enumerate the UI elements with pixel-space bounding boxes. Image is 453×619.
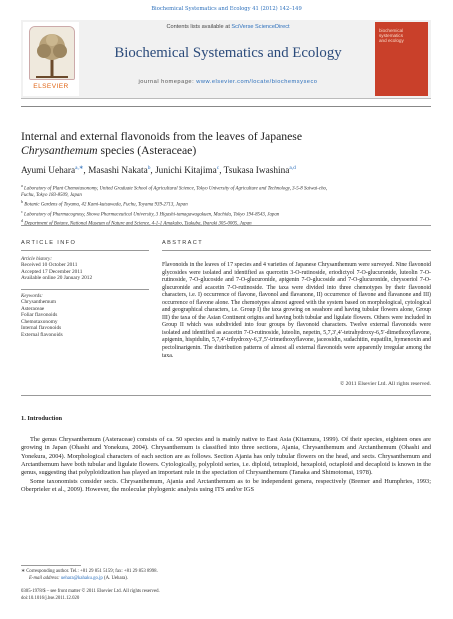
affiliation <box>21 218 431 228</box>
history-accepted: Accepted 17 December 2011 <box>21 268 83 275</box>
affiliation <box>21 209 431 219</box>
body-paragraph: Some taxonomists consider sects. Chrysanthemum, Ajania and Arctanthemum as to be independent genera, respectively (Bremer and Humphries, 1993; Oberprieler et al., 2009). However, the molecular phylogenic analysis using ITS and/or IGS <box>21 477 431 494</box>
article-history <box>21 256 149 282</box>
title-line-2-rest: species (Asteraceae) <box>97 144 197 157</box>
affiliation <box>21 199 431 209</box>
affiliation-sup: d <box>21 218 24 224</box>
email-note <box>21 576 128 582</box>
author-name[interactable]: Ayumi Uehara <box>21 166 76 177</box>
section-divider <box>21 225 431 226</box>
contents-line <box>83 24 373 30</box>
cover-line: systematics <box>379 33 403 39</box>
keywords-label: Keywords: <box>21 293 43 299</box>
title-line-2 <box>21 144 431 158</box>
abstract-copyright: © 2011 Elsevier Ltd. All rights reserved. <box>339 381 431 387</box>
author-affil-sup[interactable]: c <box>216 165 220 171</box>
homepage-link[interactable]: www.elsevier.com/locate/biochemsyseco <box>196 79 318 85</box>
introduction-heading: 1. Introduction <box>21 415 63 422</box>
affiliation <box>21 183 431 193</box>
keyword: Chrysanthemum <box>21 299 57 305</box>
email-suffix: (A. Uehara). <box>102 576 129 581</box>
elsevier-tree-icon <box>29 26 75 80</box>
author-affil-sup[interactable]: a,∗ <box>75 165 84 171</box>
corresponding-note: ∗ Corresponding author. Tel.: +81 29 851 5159; fax: +81 29 853 8998. <box>21 569 158 574</box>
cover-line: and ecology <box>379 38 404 44</box>
article-info-rule <box>21 250 149 251</box>
doi-link[interactable]: doi:10.1016/j.bse.2011.12.020 <box>21 596 80 601</box>
author-list: Ayumi Uehara$^{a,∗}$, Masashi Nakata$^b$, Junichi Kitajima$^c$, Tsukasa Iwashina$^{a,d}$ <box>21 165 296 177</box>
affiliation-text: Laboratory of Pharmacognosy, Showa Pharmaceutical University, 3 Higashi-tamagawagakuen, Machida, Tokyo 194-8543, Japan <box>24 212 280 218</box>
history-label: Article history: <box>21 256 52 262</box>
abstract-rule <box>162 250 431 251</box>
affiliation-text: Fuchu, Tokyo 183-8509, Japan <box>21 192 82 198</box>
keyword: Chemotaxonomy <box>21 318 58 325</box>
contents-prefix: Contents lists available at <box>166 24 232 30</box>
keyword: Internal flavonoids <box>21 325 62 332</box>
affiliations <box>21 183 431 228</box>
publisher-logo[interactable] <box>23 22 79 96</box>
email-link[interactable]: uehara@kahaku.go.jp <box>60 576 103 581</box>
introduction-body <box>21 436 431 495</box>
affiliation-text: Laboratory of Plant Chemotaxonomy, United Graduate School of Agricultural Science, Tokyo University of Agriculture and Technology, 3-5-8 Saiwai-cho, <box>24 186 328 192</box>
journal-homepage <box>83 79 373 85</box>
abstract-bottom-rule <box>21 395 431 396</box>
journal-title[interactable]: Biochemical Systematics and Ecology <box>114 45 342 61</box>
keyword: Foliar flavonoids <box>21 312 58 319</box>
email-label: E-mail address: <box>29 576 61 581</box>
history-online: Available online 20 January 2012 <box>21 275 93 282</box>
keyword: Asteraceae <box>21 305 45 312</box>
journal-cover-image[interactable] <box>375 22 428 96</box>
affiliation-sup: b <box>21 198 24 204</box>
article-info-heading: ARTICLE INFO <box>21 240 77 246</box>
journal-header <box>21 20 431 105</box>
sciencedirect-link[interactable]: SciVerse ScienceDirect <box>231 24 290 30</box>
running-head[interactable]: Biochemical Systematics and Ecology 41 (2012) 142–149 <box>151 6 302 12</box>
author-name[interactable]: Masashi Nakata <box>88 166 148 177</box>
keywords-rule <box>21 289 149 290</box>
title-line-1: Internal and external flavonoids from the leaves of Japanese <box>21 130 303 143</box>
publisher-logo-text: ELSEVIER <box>33 83 69 90</box>
footnote-rule <box>21 565 81 566</box>
author-name[interactable]: Tsukasa Iwashina <box>223 166 290 177</box>
abstract-text: Flavonoids in the leaves of 17 species and 4 varieties of Japanese Chrysanthemum were surveyed. Nine flavonoid glycosides were isolated and identified as quercetin 3-O-rutinoside, eriodictyol 7-O-glucuronide, luteolin 7-O-rutinoside, 7-O-glucoside and 7-O-glucuronide, apigenin 7-O-glucoside and 7-O-glucuronide, chrysoeriol 7-O-glucuronide and acacetin 7-O-rutinoside. The taxa were divided into three chemotypes by their flavonoid characters, i.e. I) occurrence of flavone, flavonol and flavanone, II) occurrence of flavone and flavanone and III) occurrence of flavone alone. The chemotypes almost agreed with the system based on morphological, cytological and geographical characters, i.e. Group I) the taxa growing on seashore and having tubular flowers alone, Group III) the taxa of the Asian Continent origins and having both tubular and ligulate flowers. Others were included in Group II which was subdivided into four groups by flavonoid characters. Twelve external flavonoids were isolated and identified as acacetin 7-O-rutinoside, luteolin, nepetin, 5,7,3′,4′-tetrahydroxy-6,5′-dimethoxyflavone, apigenin, hispidulin, 5,7,4′-trihydroxy-6,3′,5′-trimethoxyflavone, jaceosidin, sudachitin, eupatilin, hymenoxin and pectolinarigenin. The distribution patterns of almost all external flavonoids were apparently irregular among the taxa. <box>162 262 431 359</box>
history-received: Received 10 October 2011 <box>21 262 78 268</box>
affiliation-sup: c <box>21 208 23 214</box>
author-name[interactable]: Junichi Kitajima <box>155 166 217 177</box>
title-genus: Chrysanthemum <box>21 144 98 157</box>
body-paragraph: The genus Chrysanthemum (Asteraceae) consists of ca. 50 species and is mainly native to East Asia (Kitamura, 1999). Of their species, eighteen ones are growing in Japan (Ohashi and Yonekura, 2004). Chrysanthemum is classified into three sections, Ajania, Chrysanthemum and Arctanthemum (Ohashi and Yonekura, 2004). Morphological characters of each section are as follows. Section Ajania has only tubular flowers on the head, and sects. Chrysanthemum and Arctanthemum have both tubular and ligulate flowers. Cytologically, polyploid series, i.e. diploid, tetraploid, hexaploid, octaploid and decaploid is known in the genus, suggesting that polyploidization has played an important rule in the speciation of Chrysanthemum (Tanaka and Shimotomai, 1978). <box>21 436 431 477</box>
keyword: External flavonoids <box>21 331 63 338</box>
header-divider <box>21 106 431 107</box>
keywords <box>21 293 149 339</box>
affiliation-sup: a <box>21 183 23 188</box>
abstract-heading: ABSTRACT <box>162 240 204 246</box>
author-affil-sup[interactable]: a,d <box>289 165 296 171</box>
issn-line: 0305-1978/$ – see front matter © 2011 Elsevier Ltd. All rights reserved. <box>21 589 160 594</box>
article-title <box>21 130 431 158</box>
affiliation-text: Botanic Gardens of Toyama, 42 Kami-kutsuwada, Fuchu, Toyama 939-2713, Japan <box>24 202 188 208</box>
homepage-label: journal homepage: <box>138 79 197 85</box>
cover-line: biochemical <box>379 28 404 33</box>
author-affil-sup[interactable]: b <box>147 165 151 171</box>
cover-title <box>379 28 425 44</box>
